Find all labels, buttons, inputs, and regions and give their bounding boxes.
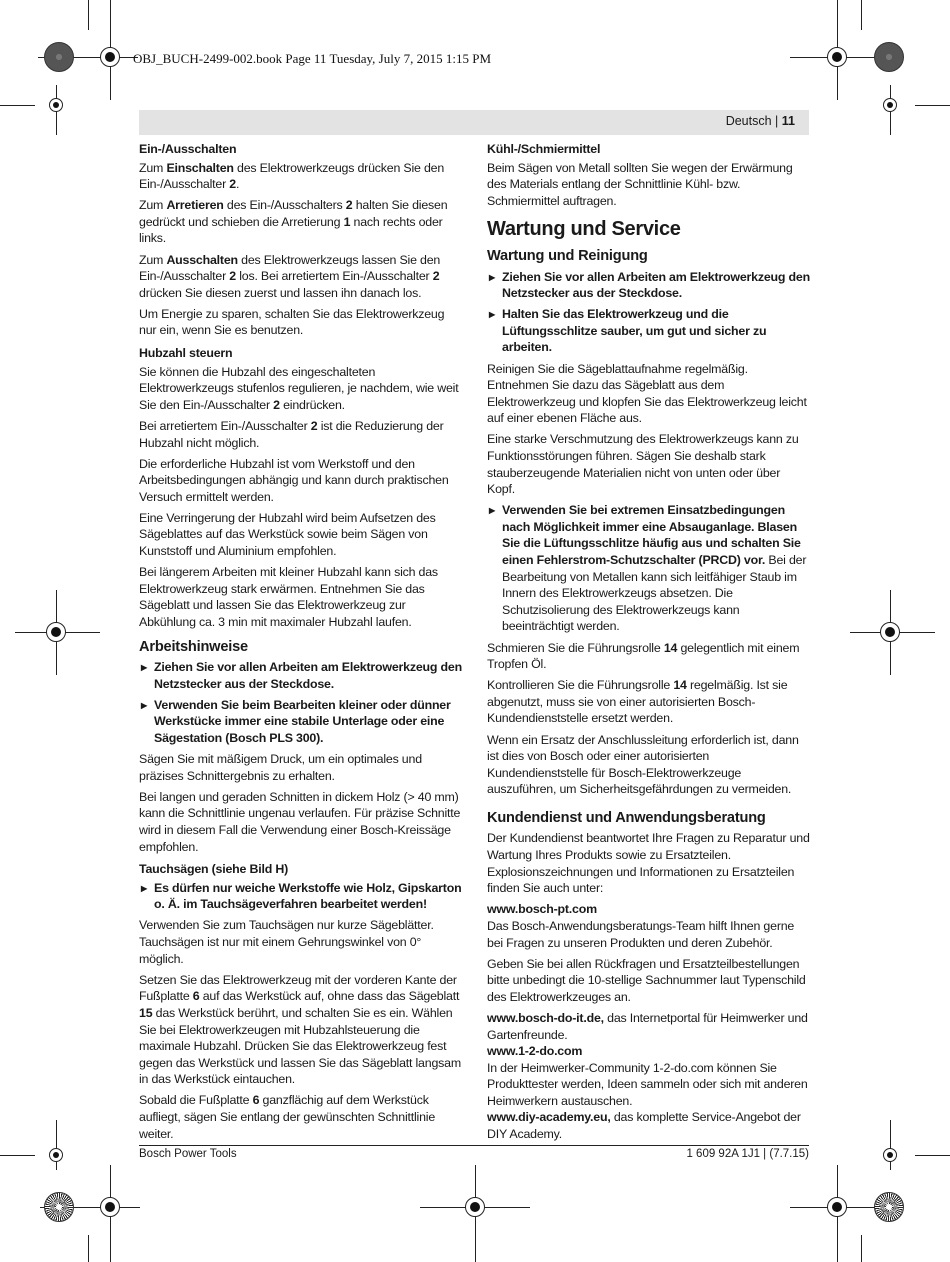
page-header — [726, 114, 795, 128]
chapter-heading: Wartung und Service — [487, 218, 681, 241]
paragraph: Bei arretiertem Ein-/Ausschalter 2 ist die Reduzierung der Hubzahl nicht möglich. — [139, 418, 444, 450]
color-target-icon — [44, 1192, 74, 1222]
crop-mark-line — [88, 1235, 89, 1262]
footer-left: Bosch Power Tools — [139, 1148, 237, 1160]
right-column — [487, 141, 810, 1147]
registration-mark-icon — [49, 1148, 63, 1162]
paragraph: Reinigen Sie die Sägeblattaufnahme regelmäßig. Entnehmen Sie dazu das Sägeblatt aus dem Elektrowerkzeug und klopfen Sie das Elektrowerkzeug leicht auf einer ebenen Fläche aus. — [487, 361, 807, 426]
website-link[interactable]: www.1-2-do.com — [487, 1044, 583, 1059]
paragraph: Der Kundendienst beantwortet Ihre Fragen zu Reparatur und Wartung Ihres Produkts sowie zu Ersatzteilen. Explosionszeichnungen und Informationen zu Ersatzteilen finden Sie auch unter: — [487, 831, 810, 896]
warning-item: ▶ Es dürfen nur weiche Werkstoffe wie Holz, Gipskarton o. Ä. im Tauchsägeverfahren bearbeitet werden! — [139, 880, 464, 913]
crop-mark-line — [890, 1120, 891, 1170]
warning-item: ▶ Ziehen Sie vor allen Arbeiten am Elektrowerkzeug den Netzstecker aus der Steckdose. — [487, 269, 810, 302]
paragraph: Sie können die Hubzahl des eingeschalteten Elektrowerkzeugs stufenlos regulieren, je nachdem, wie weit Sie den Ein-/Ausschalter 2 eindrücken. — [139, 364, 459, 412]
paragraph: Sobald die Fußplatte 6 ganzflächig auf dem Werkstück aufliegt, sägen Sie entlang der gewünschten Schnittlinie weiter. — [139, 1093, 436, 1141]
registration-mark-icon — [49, 98, 63, 112]
registration-mark-icon — [883, 1148, 897, 1162]
registration-mark-icon — [883, 98, 897, 112]
registration-mark-icon — [100, 47, 120, 67]
paragraph: Zum Einschalten des Elektrowerkzeugs drücken Sie den Ein-/Ausschalter 2. — [139, 160, 445, 192]
section-heading: Ein-/Ausschalten — [139, 142, 237, 156]
website-link[interactable]: www.bosch-pt.com — [487, 902, 597, 917]
footer-rule — [139, 1145, 809, 1146]
paragraph: www.diy-academy.eu, das komplette Service-Angebot der DIY Academy. — [487, 1110, 801, 1142]
print-file-line: OBJ_BUCH-2499-002.book Page 11 Tuesday, July 7, 2015 1:15 PM — [133, 51, 492, 66]
paragraph: Das Bosch-Anwendungsberatungs-Team hilft Ihnen gerne bei Fragen zu unseren Produkten und deren Zubehör. — [487, 918, 795, 950]
paragraph: www.bosch-do-it.de, das Internetportal für Heimwerker und Gartenfreunde. — [487, 1010, 808, 1042]
paragraph: Beim Sägen von Metall sollten Sie wegen der Erwärmung des Materials entlang der Schnittlinie Kühl- bzw. Schmiermittel auftragen. — [487, 160, 793, 208]
paragraph: Bei längerem Arbeiten mit kleiner Hubzahl kann sich das Elektrowerkzeug stark erwärmen. Entnehmen Sie das Sägeblatt und lassen Sie das Elektrowerkzeug zur Abkühlung ca. 3 min mit maximaler Hubzahl laufen. — [139, 565, 438, 629]
paragraph: Schmieren Sie die Führungsrolle 14 gelegentlich mit einem Tropfen Öl. — [487, 640, 800, 672]
paragraph: Wenn ein Ersatz der Anschlussleitung erforderlich ist, dann ist dies von Bosch oder einer autorisierten Kundendienststelle für Bosch-Elektrowerkzeuge auszuführen, um Sicherheitsgefährdungen zu vermeiden. — [487, 732, 799, 797]
paragraph: Verwenden Sie zum Tauchsägen nur kurze Sägeblätter. Tauchsägen ist nur mit einem Gehrungswinkel von 0° möglich. — [139, 918, 434, 966]
registration-mark-icon — [100, 1197, 120, 1217]
page-header-bar — [139, 110, 809, 135]
crop-mark-line — [915, 1155, 950, 1156]
section-heading: Arbeitshinweise — [139, 638, 248, 655]
paragraph: In der Heimwerker-Community 1-2-do.com können Sie Produkttester werden, Ideen sammeln oder sich mit anderen Heimwerkern austauschen. — [487, 1060, 808, 1108]
registration-mark-icon — [827, 47, 847, 67]
registration-mark-icon — [827, 1197, 847, 1217]
header-separator: | — [775, 114, 779, 128]
registration-mark-icon — [46, 622, 66, 642]
paragraph: Geben Sie bei allen Rückfragen und Ersatzteilbestellungen bitte unbedingt die 10-stellige Sachnummer laut Typenschild des Elektrowerkzeuges an. — [487, 956, 806, 1004]
warning-item: ▶ Ziehen Sie vor allen Arbeiten am Elektrowerkzeug den Netzstecker aus der Steckdose. — [139, 659, 464, 692]
header-language: Deutsch — [725, 114, 772, 128]
crop-mark-line — [861, 1235, 862, 1262]
footer-right: 1 609 92A 1J1 | (7.7.15) — [686, 1148, 809, 1160]
paragraph: Setzen Sie das Elektrowerkzeug mit der vorderen Kante der Fußplatte 6 auf das Werkstück auf, ohne dass das Sägeblatt 15 das Werkstück berührt, und schalten Sie es ein. Wählen Sie bei Elektrowerkzeugen mit Hubzahlsteuerung die maximale Hubzahl. Drücken Sie das Elektrowerkzeug fest gegen das Werkstück und lassen Sie das Sägeblatt langsam in das Werkstück eintauchen. — [139, 972, 461, 1087]
paragraph: Sägen Sie mit mäßigem Druck, um ein optimales und präzises Schnittergebnis zu erhalten. — [139, 752, 422, 783]
warning-item: ▶ Verwenden Sie beim Bearbeiten kleiner oder dünner Werkstücke immer eine stabile Unterlage oder eine Sägestation (Bosch PLS 300). — [139, 697, 464, 747]
crop-mark-line — [861, 0, 862, 30]
crop-mark-line — [0, 105, 35, 106]
section-heading: Kühl-/Schmiermittel — [487, 142, 601, 156]
section-heading: Hubzahl steuern — [139, 346, 233, 361]
section-heading: Wartung und Reinigung — [487, 247, 648, 264]
crop-mark-line — [0, 1155, 35, 1156]
crop-mark-line — [915, 105, 950, 106]
crop-mark-line — [56, 1120, 57, 1170]
color-target-icon — [44, 42, 74, 72]
website-link[interactable]: www.diy-academy.eu, — [487, 1110, 611, 1125]
paragraph: Zum Ausschalten des Elektrowerkzeugs lassen Sie den Ein-/Ausschalter 2 los. Bei arretiertem Ein-/Ausschalter 2 drücken Sie diesen zuerst und lassen ihn danach los. — [139, 252, 441, 300]
color-target-icon — [874, 42, 904, 72]
paragraph: Kontrollieren Sie die Führungsrolle 14 regelmäßig. Ist sie abgenutzt, muss sie von einer autorisierten Bosch-Kundendienststelle ersetzt werden. — [487, 678, 788, 726]
warning-item: ▶ Halten Sie das Elektrowerkzeug und die Lüftungsschlitze sauber, um gut und sicher zu arbeiten. — [487, 306, 810, 356]
paragraph: Eine starke Verschmutzung des Elektrowerkzeugs kann zu Funktionsstörungen führen. Sägen Sie deshalb stark stauberzeugende Materialien nicht von unten oder über Kopf. — [487, 432, 799, 497]
warning-item: ▶ Verwenden Sie bei extremen Einsatzbedingungen nach Möglichkeit immer eine Absauganlage. Blasen Sie die Lüftungsschlitze häufig aus und schalten Sie einen Fehlerstrom-Schutzschalter (PRCD) vor. Bei der Bearbeitung von Metallen kann sich leitfähiger Staub im Innern des Elektrowerkzeugs absetzen. Die Schutzisolierung des Elektrowerkzeugs kann beeinträchtigt werden. — [487, 502, 810, 635]
paragraph: Um Energie zu sparen, schalten Sie das Elektrowerkzeug nur ein, wenn Sie es benutzen. — [139, 306, 445, 338]
page-number: 11 — [781, 114, 795, 128]
section-heading: Tauchsägen (siehe Bild H) — [139, 862, 288, 877]
color-target-icon — [874, 1192, 904, 1222]
paragraph: Eine Verringerung der Hubzahl wird beim Aufsetzen des Sägeblattes auf das Werkstück sowie beim Sägen von Kunststoff und Aluminium empfohlen. — [139, 510, 436, 559]
paragraph: Bei langen und geraden Schnitten in dickem Holz (> 40 mm) kann die Schnittlinie ungenau verlaufen. Für präzise Schnitte wird in diesem Fall die Verwendung einer Bosch-Kreissäge empfohlen. — [139, 789, 461, 854]
section-heading: Kundendienst und Anwendungsberatung — [487, 809, 766, 826]
left-column — [139, 141, 464, 1147]
registration-mark-icon — [465, 1197, 485, 1217]
crop-mark-line — [88, 0, 89, 30]
website-link[interactable]: www.bosch-do-it.de, — [487, 1010, 604, 1025]
paragraph: Zum Arretieren des Ein-/Ausschalters 2 halten Sie diesen gedrückt und schieben die Arretierung 1 nach rechts oder links. — [139, 198, 448, 246]
paragraph: Die erforderliche Hubzahl ist vom Werkstoff und den Arbeitsbedingungen abhängig und kann durch praktischen Versuch ermittelt werden. — [139, 456, 449, 504]
registration-mark-icon — [880, 622, 900, 642]
